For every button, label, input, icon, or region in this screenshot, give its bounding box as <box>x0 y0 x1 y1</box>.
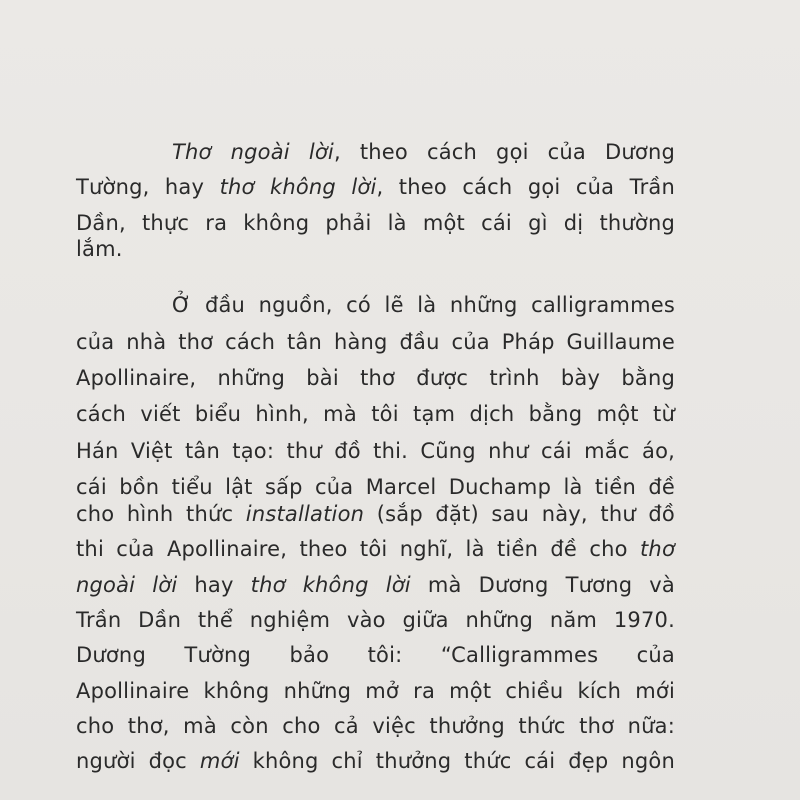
italic-term: thơ không lời <box>250 573 411 597</box>
text-line: cách viết biểu hình, mà tôi tạm dịch bằng một từ <box>76 402 675 426</box>
text-line: Trần Dần thể nghiệm vào giữa những năm 1970. <box>76 608 675 632</box>
text-line: cho thơ, mà còn cho cả việc thưởng thức thơ nữa: <box>76 714 675 738</box>
text-line <box>76 534 675 564</box>
text-line: cái bồn tiểu lật sấp của Marcel Duchamp là tiền đề <box>76 475 675 499</box>
text-line <box>76 499 675 529</box>
italic-term: Thơ ngoài lời <box>172 140 334 164</box>
italic-term: installation <box>245 502 365 526</box>
text-fragment: không chỉ thưởng thức cái đẹp ngôn <box>239 749 675 773</box>
text-line <box>76 570 675 600</box>
text-fragment: , theo cách gọi của Trần <box>376 175 675 199</box>
text-line: lắm. <box>76 237 123 261</box>
text-line: Dần, thực ra không phải là một cái gì dị thường <box>76 211 675 235</box>
text-fragment: cho hình thức <box>76 502 246 526</box>
text-fragment: Tường, hay <box>76 175 220 199</box>
text-line: Dương Tường bảo tôi: “Calligrammes của <box>76 643 675 667</box>
text-fragment: người đọc <box>76 749 200 773</box>
italic-term: thơ <box>640 537 675 561</box>
text-fragment: hay <box>177 573 251 597</box>
text-line: Apollinaire không những mở ra một chiều kích mới <box>76 679 675 703</box>
text-line: Hán Việt tân tạo: thư đồ thi. Cũng như cái mắc áo, <box>76 439 675 463</box>
text-line <box>76 172 675 202</box>
text-line: Ở đầu nguồn, có lẽ là những calligrammes <box>172 293 675 317</box>
text-line <box>76 746 675 776</box>
text-line: của nhà thơ cách tân hàng đầu của Pháp Guillaume <box>76 330 675 354</box>
text-line: Apollinaire, những bài thơ được trình bày bằng <box>76 366 675 390</box>
italic-term: mới <box>199 749 240 773</box>
italic-term: ngoài lời <box>76 573 178 597</box>
italic-term: thơ không lời <box>219 175 377 199</box>
text-line <box>172 137 675 167</box>
text-fragment: (sắp đặt) sau này, thư đồ <box>364 502 675 526</box>
text-fragment: , theo cách gọi của Dương <box>333 140 675 164</box>
text-fragment: thi của Apollinaire, theo tôi nghĩ, là tiền đề cho <box>76 537 640 561</box>
text-fragment: mà Dương Tương và <box>410 573 675 597</box>
